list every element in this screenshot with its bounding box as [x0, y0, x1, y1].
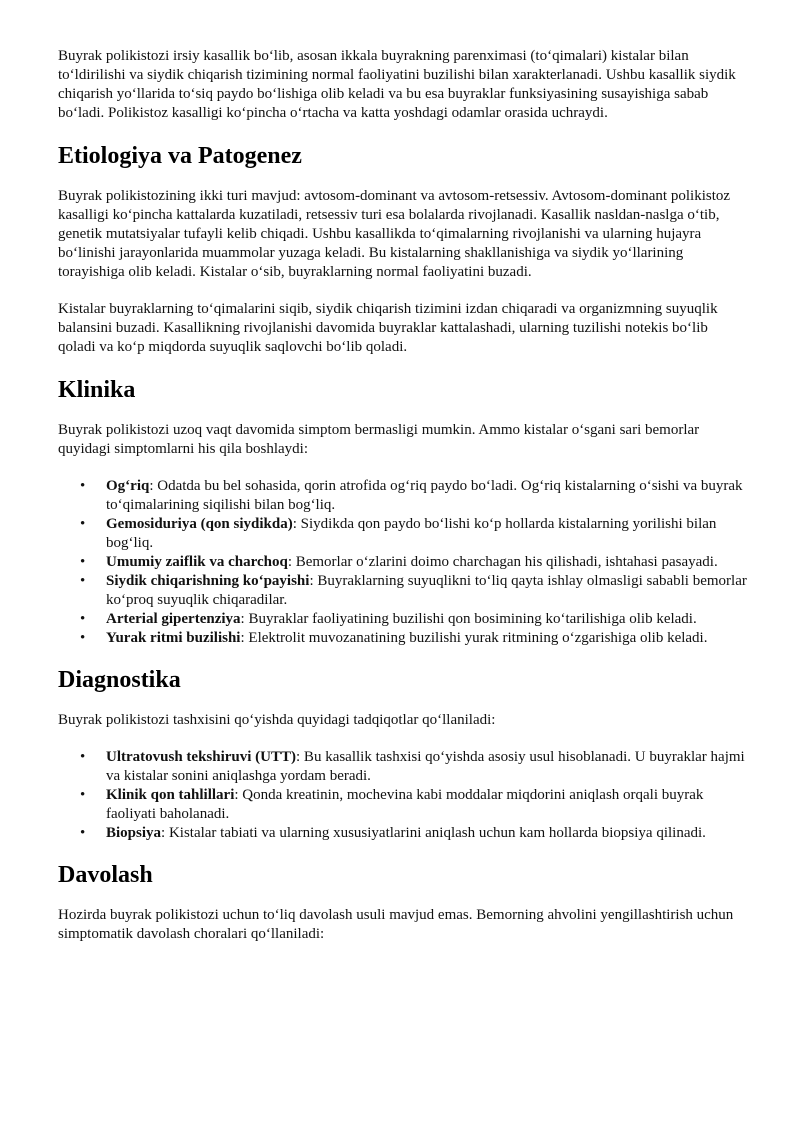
list-item-term: Umumiy zaiflik va charchoq [106, 554, 288, 570]
list-item-text: : Bemorlar oʻzlarini doimo charchagan his qilishadi, ishtahasi pasayadi. [287, 554, 718, 570]
list-item [80, 786, 748, 824]
bullet-icon: • [80, 787, 86, 803]
list-item-text: : Odatda bu bel sohasida, qorin atrofida ogʻriq paydo boʻladi. Ogʻriq kistalarning oʻsishi va buyrak toʻqimalarining siqilishi bilan bogʻliq. [106, 478, 743, 513]
list-item [80, 610, 748, 629]
list-item-text: : Buyraklarning suyuqlikni toʻliq qayta ishlay olmasligi sababli bemorlar koʻproq suyuqlik chiqaradilar. [106, 573, 747, 608]
heading-diagnostika: Diagnostika [58, 667, 181, 693]
list-item [80, 572, 748, 610]
bullet-icon: • [80, 516, 86, 532]
list-item-term: Klinik qon tahlillari [106, 787, 235, 803]
list-item [80, 553, 748, 572]
list-item-text: : Qonda kreatinin, mochevina kabi moddalar miqdorini aniqlash orqali buyrak faoliyati baholanadi. [106, 787, 704, 822]
heading-davolash: Davolash [58, 862, 153, 888]
bullet-icon: • [80, 630, 86, 646]
bullet-icon: • [80, 825, 86, 841]
bullet-icon: • [80, 749, 86, 765]
list-item-text: : Siydikda qon paydo boʻlishi koʻp hollarda kistalarning yorilishi bilan bogʻliq. [106, 516, 717, 551]
list-item [80, 629, 748, 648]
klinika-paragraph-1: Buyrak polikistozi uzoq vaqt davomida simptom bermasligi mumkin. Ammo kistalar oʻsgani sari bemorlar quyidagi simptomlarni his qila boshlaydi: [58, 422, 700, 457]
bullet-icon: • [80, 554, 86, 570]
etiologiya-paragraph-1: Buyrak polikistozining ikki turi mavjud: avtosom-dominant va avtosom-retsessiv. Avtosom-dominant polikistoz kasalligi koʻpincha kattalarda kuzatiladi, retsessiv turi esa bolalarda rivojlanadi. Kasallik nasldan-naslga oʻtib, genetik mutatsiyalar tufayli kelib chiqadi. Ushbu kasallikda toʻqimalarning rivojlanishi va ularning hujayra boʻlinishi jarayonlarida muammolar yuzaga keladi. Bu kistalarning shakllanishiga va siydik yoʻllarining torayishiga olib keladi. Kistalar oʻsib, buyraklarning normal faoliyatini buzadi. [58, 188, 731, 280]
list-item-term: Gemosiduriya (qon siydikda) [106, 516, 293, 532]
bullet-icon: • [80, 573, 86, 589]
document-page [58, 47, 748, 944]
list-item-text: : Buyraklar faoliyatining buzilishi qon bosimining koʻtarilishiga olib keladi. [240, 611, 697, 627]
list-item [80, 748, 748, 786]
klinika-symptom-list [58, 477, 748, 648]
list-item-term: Ultratovush tekshiruvi (UTT) [106, 749, 297, 765]
bullet-icon: • [80, 478, 86, 494]
intro-paragraph: Buyrak polikistozi irsiy kasallik boʻlib, asosan ikkala buyrakning parenximasi (toʻqimalari) kistalar bilan toʻldirilishi va siydik chiqarish tizimining normal faoliyatini buzilishi bilan xarakterlanadi. Ushbu kasallik siydik chiqarish yoʻllarida toʻsiq paydo boʻlishiga olib keladi va bu esa buyraklar funksiyasining susayishiga sabab boʻladi. Polikistoz kasalligi koʻpincha oʻrtacha va katta yoshdagi odamlar orasida uchraydi. [58, 48, 736, 121]
diagnostika-method-list [58, 748, 748, 843]
list-item-term: Yurak ritmi buzilishi [106, 630, 241, 646]
list-item [80, 515, 748, 553]
list-item [80, 477, 748, 515]
heading-etiologiya: Etiologiya va Patogenez [58, 143, 302, 169]
diagnostika-paragraph-1: Buyrak polikistozi tashxisini qoʻyishda quyidagi tadqiqotlar qoʻllaniladi: [58, 712, 496, 728]
list-item-term: Siydik chiqarishning koʻpayishi [106, 573, 310, 589]
list-item-term: Biopsiya [106, 825, 162, 841]
bullet-icon: • [80, 611, 86, 627]
list-item-term: Arterial gipertenziya [106, 611, 241, 627]
etiologiya-paragraph-2: Kistalar buyraklarning toʻqimalarini siqib, siydik chiqarish tizimini izdan chiqaradi va organizmning suyuqlik balansini buzadi. Kasallikning rivojlanishi davomida buyraklar kattalashadi, ularning tuzilishi notekis boʻlib qoladi va koʻp miqdorda suyuqlik saqlovchi boʻlib qoladi. [58, 301, 718, 355]
list-item [80, 824, 748, 843]
heading-klinika: Klinika [58, 377, 136, 403]
list-item-text: : Kistalar tabiati va ularning xususiyatlarini aniqlash uchun kam hollarda biopsiya qilinadi. [161, 825, 706, 841]
list-item-text: : Bu kasallik tashxisi qoʻyishda asosiy usul hisoblanadi. U buyraklar hajmi va kistalar sonini aniqlashga yordam beradi. [106, 749, 745, 784]
davolash-paragraph-1: Hozirda buyrak polikistozi uchun toʻliq davolash usuli mavjud emas. Bemorning ahvolini yengillashtirish uchun simptomatik davolash choralari qoʻllaniladi: [58, 907, 734, 942]
list-item-term: Ogʻriq [106, 478, 150, 494]
list-item-text: : Elektrolit muvozanatining buzilishi yurak ritmining oʻzgarishiga olib keladi. [240, 630, 708, 646]
